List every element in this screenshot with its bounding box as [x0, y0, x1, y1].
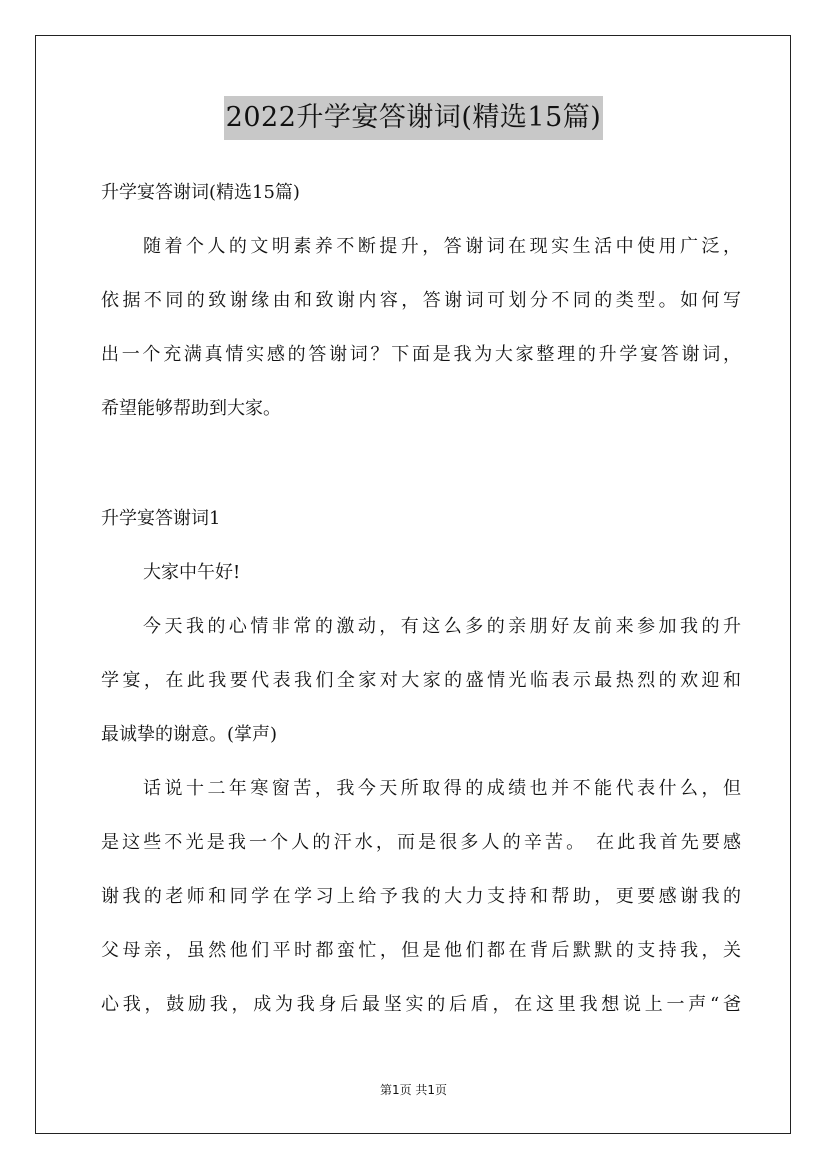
page-footer: 第1页 共1页	[379, 1083, 448, 1097]
intro-line: 随着个人的文明素养不断提升，答谢词在现实生活中使用广泛，	[143, 236, 741, 257]
paragraph-line: 心我，鼓励我，成为我身后最坚实的后盾，在这里我想说上一声“爸	[101, 994, 741, 1015]
greeting: 大家中午好!	[143, 562, 241, 583]
paragraph-line: 今天我的心情非常的激动，有这么多的亲朋好友前来参加我的升	[143, 616, 741, 637]
intro-line: 希望能够帮助到大家。	[101, 398, 281, 419]
intro-line: 出一个充满真情实感的答谢词？下面是我为大家整理的升学宴答谢词，	[101, 344, 741, 365]
intro-line: 依据不同的致谢缘由和致谢内容，答谢词可划分不同的类型。如何写	[101, 290, 741, 311]
paragraph-line: 最诚挚的谢意。(掌声)	[101, 724, 278, 745]
title-container	[0, 96, 827, 140]
paragraph-line: 话说十二年寒窗苦，我今天所取得的成绩也并不能代表什么，但	[143, 778, 741, 799]
paragraph-line: 是这些不光是我一个人的汗水，而是很多人的辛苦。 在此我首先要感	[101, 832, 741, 853]
paragraph-line: 父母亲，虽然他们平时都蛮忙，但是他们都在背后默默的支持我，关	[101, 940, 741, 961]
paragraph-line: 学宴，在此我要代表我们全家对大家的盛情光临表示最热烈的欢迎和	[101, 670, 741, 691]
section-heading: 升学宴答谢词1	[101, 508, 221, 529]
document-title: 2022升学宴答谢词(精选15篇)	[224, 96, 604, 140]
paragraph-line: 谢我的老师和同学在学习上给予我的大力支持和帮助，更要感谢我的	[101, 886, 741, 907]
subtitle: 升学宴答谢词(精选15篇)	[101, 182, 300, 203]
